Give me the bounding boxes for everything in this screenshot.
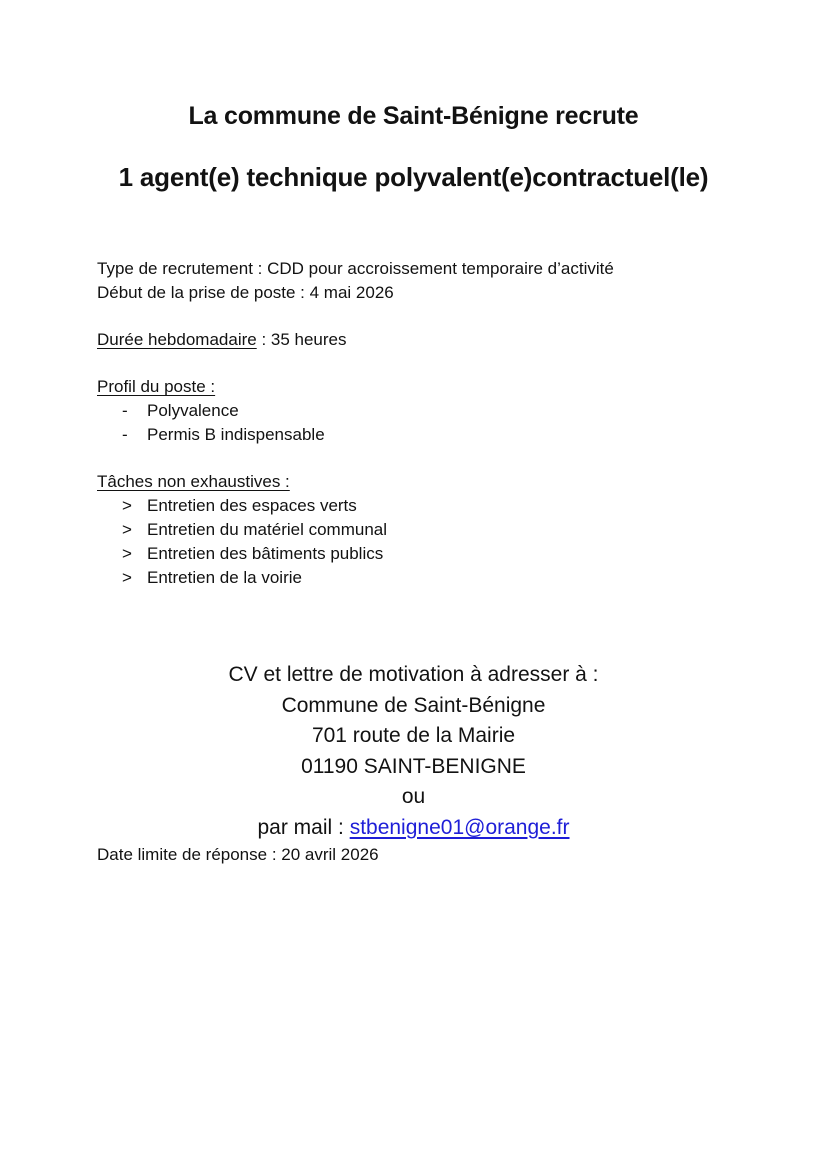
mail-label: par mail : [257,815,350,839]
chevron-bullet: > [122,520,132,540]
contact-city-line: 01190 SAINT-BENIGNE [301,754,526,778]
chevron-bullet: > [122,496,132,516]
contact-block [0,660,827,843]
intro-block [97,257,737,305]
task-item: > Entretien de la voirie [97,566,737,590]
profile-heading: Profil du poste : [97,377,216,397]
contact-commune-line: Commune de Saint-Bénigne [281,693,546,717]
weekly-duration-line [97,328,737,352]
contact-or-line: ou [401,785,426,809]
doc-title: La commune de Saint-Bénigne recrute [188,102,639,130]
profile-item: - Polyvalence [97,399,737,423]
start-date-line: Début de la prise de poste : 4 mai 2026 [97,283,394,303]
weekly-duration-value: : 35 heures [256,330,347,350]
dash-bullet: - [122,401,128,421]
profile-item: - Permis B indispensable [97,423,737,447]
deadline-line: Date limite de réponse : 20 avril 2026 [97,845,379,865]
task-item: > Entretien des bâtiments publics [97,542,737,566]
tasks-heading: Tâches non exhaustives : [97,472,290,492]
doc-subtitle: 1 agent(e) technique polyvalent(e)contractuel(le) [118,162,709,192]
weekly-duration-label: Durée hebdomadaire [97,330,257,350]
task-item: > Entretien du matériel communal [97,518,737,542]
contact-mail-line [0,813,827,844]
dash-bullet: - [122,425,128,445]
recruitment-type-line: Type de recrutement : CDD pour accroissement temporaire d’activité [97,259,614,279]
tasks-list [97,494,737,590]
task-item: > Entretien des espaces verts [97,494,737,518]
contact-intro-line: CV et lettre de motivation à adresser à : [228,663,599,687]
chevron-bullet: > [122,544,132,564]
profile-list [97,399,737,447]
chevron-bullet: > [122,568,132,588]
contact-street-line: 701 route de la Mairie [311,724,516,748]
email-link[interactable]: stbenigne01@orange.fr [349,815,570,839]
